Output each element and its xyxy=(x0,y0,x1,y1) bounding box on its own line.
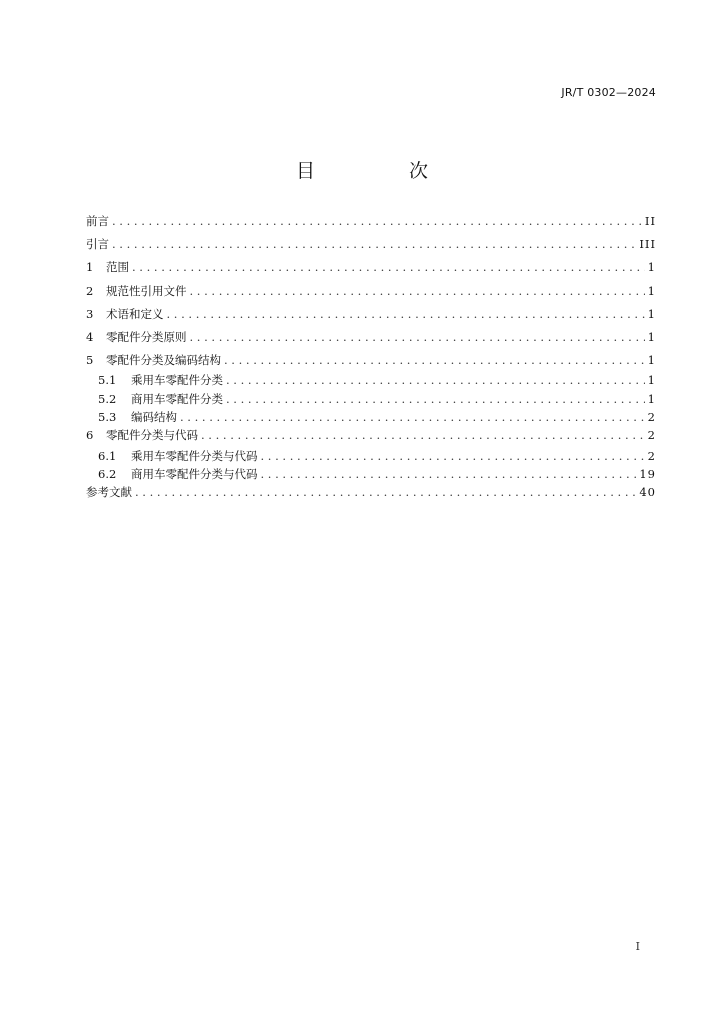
toc-dot-leader xyxy=(112,237,636,251)
toc-entry-label: 零配件分类及编码结构 xyxy=(106,353,221,368)
toc-entry-label: 引言 xyxy=(86,237,109,252)
toc-entry-number: 6 xyxy=(86,428,94,443)
toc-entry-label: 范围 xyxy=(106,260,129,275)
toc-entry[interactable] xyxy=(86,259,656,282)
toc-entry[interactable] xyxy=(86,236,656,259)
toc-entry-number: 3 xyxy=(86,306,94,321)
toc-entry-page: 1 xyxy=(647,260,656,275)
toc-entry-label: 零配件分类原则 xyxy=(106,329,187,344)
toc-dot-leader xyxy=(167,307,645,321)
toc-dot-leader xyxy=(226,373,645,387)
toc-dot-leader xyxy=(261,467,637,481)
toc-entry-label: 参考文献 xyxy=(86,485,132,500)
toc-entry[interactable] xyxy=(86,391,656,409)
toc-entry-number: 5.1 xyxy=(98,373,117,388)
toc-entry-number: 6.1 xyxy=(98,448,117,463)
toc-entry-page: 2 xyxy=(647,448,656,463)
toc-entry-page: 1 xyxy=(647,373,656,388)
toc-entry-label: 商用车零配件分类与代码 xyxy=(131,467,258,482)
toc-dot-leader xyxy=(226,392,645,406)
toc-entry-page: 1 xyxy=(647,391,656,406)
toc-entry[interactable] xyxy=(86,306,656,329)
toc-dot-leader xyxy=(135,485,636,499)
toc-entry[interactable] xyxy=(86,372,656,390)
toc-entry-label: 前言 xyxy=(86,214,109,228)
toc-entry-label: 零配件分类与代码 xyxy=(106,428,198,443)
toc-entry-label: 商用车零配件分类 xyxy=(131,391,223,406)
toc-entry-page: 2 xyxy=(647,428,656,443)
toc-entry[interactable] xyxy=(86,409,656,427)
toc-entry-page: 1 xyxy=(647,353,656,368)
toc-dot-leader xyxy=(201,428,645,442)
toc-entry-page: 1 xyxy=(647,329,656,344)
toc-dot-leader xyxy=(112,214,642,228)
page-number: I xyxy=(635,940,640,953)
toc-entry-number: 5 xyxy=(86,353,94,368)
toc-dot-leader xyxy=(190,330,645,344)
toc-entry-number: 1 xyxy=(86,260,94,275)
toc-dot-leader xyxy=(190,284,645,298)
toc-entry[interactable] xyxy=(86,283,656,306)
toc-entry-label: 术语和定义 xyxy=(106,306,164,321)
page-title: 目 次 xyxy=(295,160,473,182)
toc-entry[interactable] xyxy=(86,466,656,484)
toc-dot-leader xyxy=(224,353,645,367)
toc-entry-number: 4 xyxy=(86,329,94,344)
toc-entry-label: 乘用车零配件分类与代码 xyxy=(131,448,258,463)
toc-entry[interactable] xyxy=(86,448,656,466)
toc-entry-page: 19 xyxy=(639,467,656,482)
toc-entry-page: II xyxy=(644,214,656,228)
document-code: JR/T 0302—2024 xyxy=(561,86,656,99)
toc-dot-leader xyxy=(180,410,645,424)
toc-entry-page: 1 xyxy=(647,306,656,321)
toc-entry-number: 2 xyxy=(86,283,94,298)
toc-entry-label: 乘用车零配件分类 xyxy=(131,373,223,388)
toc-dot-leader xyxy=(261,449,645,463)
toc-entry-page: 2 xyxy=(647,410,656,425)
toc-entry-page: 40 xyxy=(639,485,656,500)
toc-entry[interactable] xyxy=(86,213,656,236)
toc-entry-number: 5.3 xyxy=(98,410,117,425)
toc-entry-number: 5.2 xyxy=(98,391,117,406)
toc-entry-label: 编码结构 xyxy=(131,410,177,425)
table-of-contents xyxy=(86,213,656,508)
toc-entry-label: 规范性引用文件 xyxy=(106,283,187,298)
toc-entry[interactable] xyxy=(86,329,656,352)
toc-entry-page: 1 xyxy=(647,283,656,298)
toc-entry[interactable] xyxy=(86,484,656,507)
toc-entry-page: III xyxy=(639,237,656,252)
toc-dot-leader xyxy=(132,260,645,274)
toc-entry-number: 6.2 xyxy=(98,467,117,482)
